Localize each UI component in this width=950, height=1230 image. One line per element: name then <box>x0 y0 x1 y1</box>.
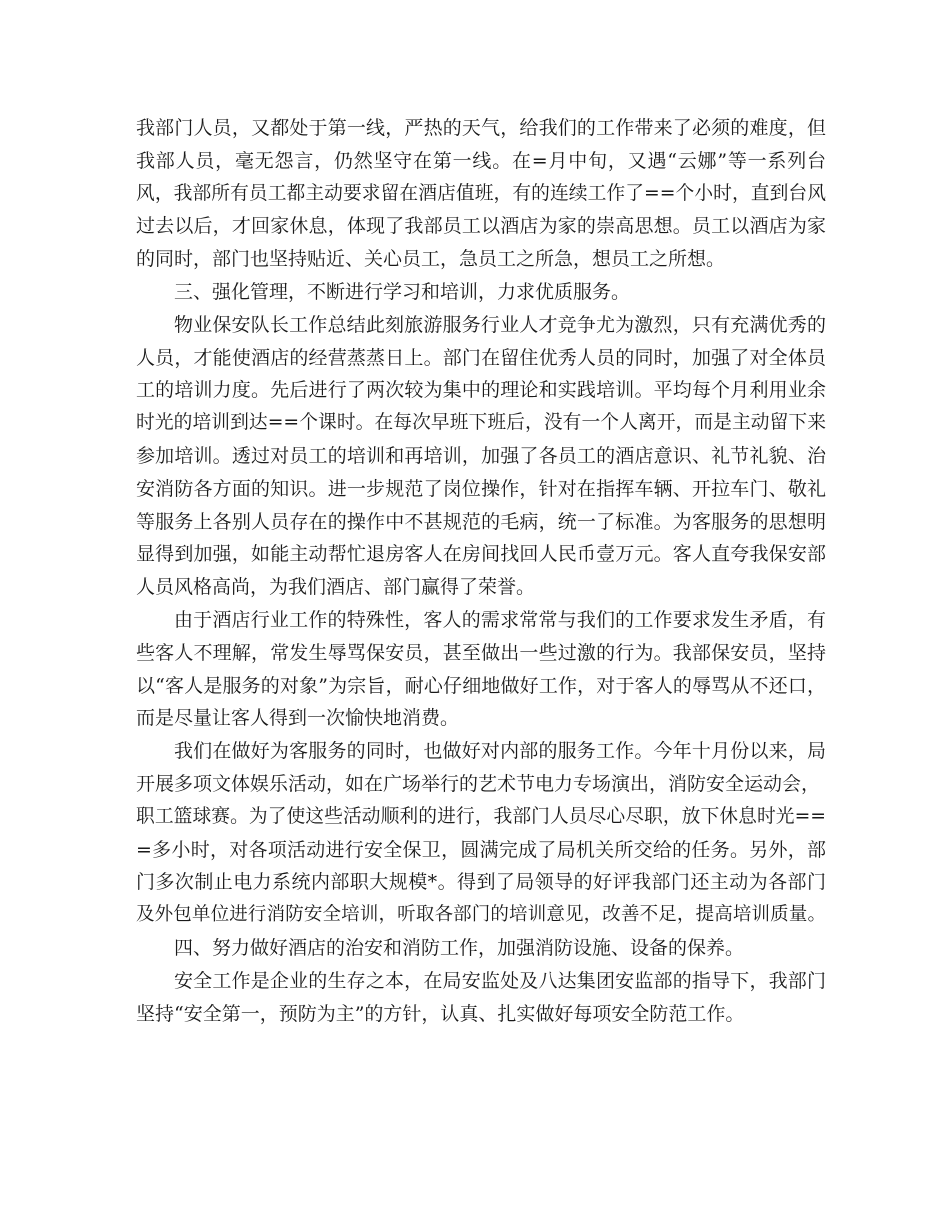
text-line: 安全工作是企业的生存之本，在局安监处及八达集团安监部的指导下，我部门 <box>174 969 826 992</box>
text-line: 些客人不理解，常发生辱骂保安员，甚至做出一些过激的行为。我部保安员，坚持 <box>136 641 826 664</box>
text-line: 我部门人员，又都处于第一线，严热的天气，给我们的工作带来了必须的难度，但 <box>136 117 826 139</box>
text-line: 物业保安队长工作总结此刻旅游服务行业人才竞争尤为激烈，只有充满优秀的 <box>174 313 826 336</box>
text-line: 而是尽量让客人得到一次愉快地消费。 <box>136 707 460 730</box>
text-line: 人员，才能使酒店的经营蒸蒸日上。部门在留住优秀人员的同时，加强了对全体员 <box>136 346 826 369</box>
text-line: 等服务上各别人员存在的操作中不甚规范的毛病，统一了标准。为客服务的思想明 <box>136 510 826 533</box>
text-line: 及外包单位进行消防安全培训，听取各部门的培训意见，改善不足，提高培训质量。 <box>136 904 826 926</box>
text-line: 四、努力做好酒店的治安和消防工作，加强消防设施、设备的保养。 <box>174 936 745 959</box>
text-line: 门多次制止电力系统内部职大规模*。得到了局领导的好评我部门还主动为各部门 <box>136 871 826 894</box>
text-line: 开展多项文体娱乐活动，如在广场举行的艺术节电力专场演出，消防安全运动会， <box>136 772 821 795</box>
text-line: 风，我部所有员工都主动要求留在酒店值班，有的连续工作了==个小时，直到台风 <box>136 182 826 204</box>
text-line: 的同时，部门也坚持贴近、关心员工，急员工之所急，想员工之所想。 <box>136 248 726 271</box>
text-line: 以“客人是服务的对象”为宗旨，耐心仔细地做好工作，对于客人的辱骂从不还口， <box>136 674 826 697</box>
text-line: =多小时，对各项活动进行安全保卫，圆满完成了局机关所交给的任务。另外，部 <box>136 838 826 861</box>
text-line: 安消防各方面的知识。进一步规范了岗位操作，针对在指挥车辆、开拉车门、敬礼 <box>136 477 826 500</box>
text-line: 我部人员，毫无怨言，仍然坚守在第一线。在=月中旬，又遇“云娜”等一系列台 <box>136 149 826 172</box>
text-line: 时光的培训到达==个课时。在每次早班下班后，没有一个人离开，而是主动留下来 <box>136 412 826 434</box>
text-line: 参加培训。透过对员工的培训和再培训，加强了各员工的酒店意识、礼节礼貌、治 <box>136 444 826 467</box>
text-line: 职工篮球赛。为了使这些活动顺利的进行，我部门人员尽心尽职，放下休息时光== <box>136 805 826 827</box>
text-line: 显得到加强，如能主动帮忙退房客人在房间找回人民币壹万元。客人直夸我保安部 <box>136 543 826 566</box>
text-line: 过去以后，才回家休息，体现了我部员工以酒店为家的崇高思想。员工以酒店为家 <box>136 215 826 238</box>
text-line: 由于酒店行业工作的特殊性，客人的需求常常与我们的工作要求发生矛盾，有 <box>174 608 826 631</box>
text-line: 我们在做好为客服务的同时，也做好对内部的服务工作。今年十月份以来，局 <box>174 740 826 763</box>
text-line: 坚持“安全第一，预防为主”的方针，认真、扎实做好每项安全防范工作。 <box>136 1002 745 1025</box>
text-line: 人员风格高尚，为我们酒店、部门赢得了荣誉。 <box>136 576 536 599</box>
text-line: 三、强化管理，不断进行学习和培训，力求优质服务。 <box>174 280 631 303</box>
text-line: 工的培训力度。先后进行了两次较为集中的理论和实践培训。平均每个月利用业余 <box>136 379 826 402</box>
document-body <box>136 112 826 1030</box>
